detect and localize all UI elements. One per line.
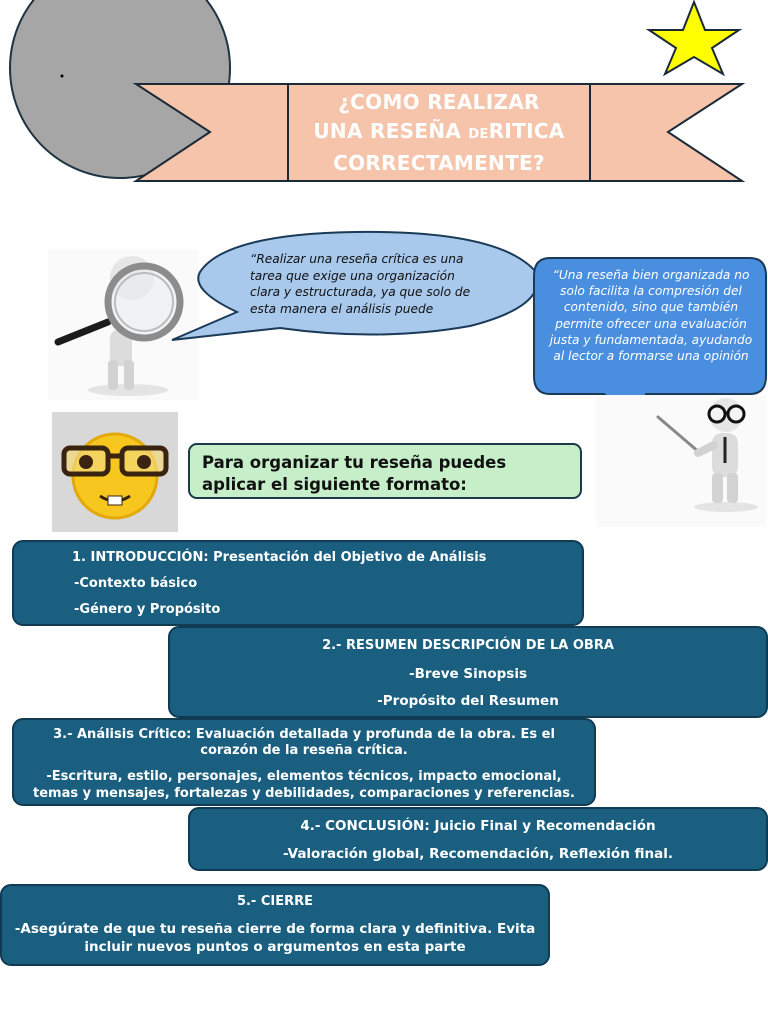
step-item: -Breve Sinopsis bbox=[409, 666, 527, 682]
page-title: ¿COMO REALIZAR UNA RESEÑA DERITICA CORRECTAMENTE? bbox=[313, 90, 565, 175]
step-item: -Propósito del Resumen bbox=[377, 693, 559, 709]
step-analisis-critico bbox=[12, 718, 596, 806]
step-title: 2.- RESUMEN DESCRIPCIÓN DE LA OBRA bbox=[322, 638, 614, 653]
quote-right: “Una reseña bien organizada no solo facilita la compresión del contenido, sino que también permite ofrecer una evaluación justa y fundamentada, ayudando al lector a formarse una opinión bbox=[549, 268, 753, 364]
step-body: -Escritura, estilo, personajes, elementos técnicos, impacto emocional, temas y mensajes, fortalezas y debilidades, comparaciones y referencias. bbox=[33, 769, 575, 801]
step-cierre bbox=[0, 884, 550, 966]
step-resumen bbox=[168, 626, 768, 718]
step-title: 4.- CONCLUSIÓN: Juicio Final y Recomendación bbox=[300, 818, 656, 834]
teacher-figure-icon bbox=[596, 395, 766, 527]
step-title: 1. INTRODUCCIÓN: Presentación del Objetivo de Análisis bbox=[72, 550, 487, 565]
step-introduccion bbox=[12, 540, 584, 626]
step-item: -Género y Propósito bbox=[74, 602, 221, 617]
step-body: -Asegúrate de que tu reseña cierre de forma clara y definitiva. Evita incluir nuevos puntos o argumentos en esta parte bbox=[14, 921, 536, 955]
quote-left: “Realizar una reseña crítica es una tarea que exige una organización clara y estructurada, ya que solo de esta manera el análisis puede bbox=[250, 252, 471, 316]
format-intro-box bbox=[188, 443, 582, 499]
step-title: 3.- Análisis Crítico: Evaluación detallada y profunda de la obra. Es el corazón de la reseña crítica. bbox=[53, 727, 555, 758]
step-conclusion bbox=[188, 807, 768, 871]
nerd-emoji-icon bbox=[52, 412, 178, 532]
step-item: -Contexto básico bbox=[74, 576, 198, 591]
step-body: -Valoración global, Recomendación, Reflexión final. bbox=[282, 846, 674, 862]
step-title: 5.- CIERRE bbox=[236, 894, 314, 909]
format-intro-text: Para organizar tu reseña puedes aplicar el siguiente formato: bbox=[202, 453, 507, 494]
